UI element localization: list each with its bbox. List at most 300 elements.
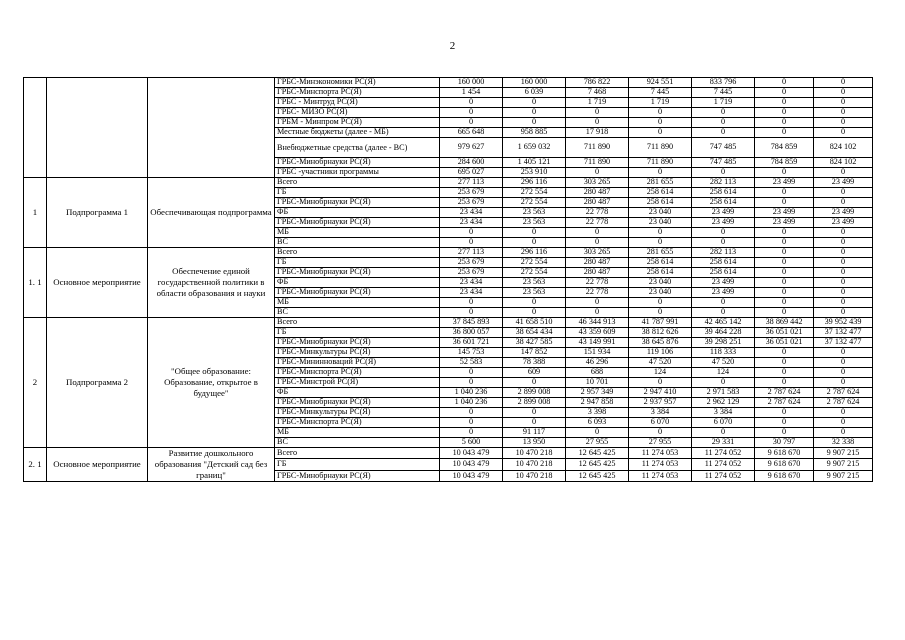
program-name-cell: Обеспечение единой государственной политики в области образования и науки — [148, 248, 275, 318]
funding-source-label: ГРБС-Минстрой РС(Я) — [275, 378, 440, 388]
amount-cell: 824 102 — [814, 158, 873, 168]
amount-cell: 0 — [503, 298, 566, 308]
amount-cell: 38 427 585 — [503, 338, 566, 348]
amount-cell: 9 618 670 — [755, 470, 814, 481]
amount-cell: 0 — [566, 308, 629, 318]
amount-cell: 36 800 057 — [440, 328, 503, 338]
amount-cell: 43 149 991 — [566, 338, 629, 348]
amount-cell: 833 796 — [692, 78, 755, 88]
amount-cell: 979 627 — [440, 138, 503, 158]
table-row — [24, 178, 873, 188]
amount-cell: 1 454 — [440, 88, 503, 98]
amount-cell: 0 — [692, 118, 755, 128]
amount-cell: 0 — [814, 368, 873, 378]
amount-cell: 2 947 410 — [629, 388, 692, 398]
amount-cell: 253 910 — [503, 168, 566, 178]
amount-cell: 0 — [814, 378, 873, 388]
amount-cell: 78 388 — [503, 358, 566, 368]
amount-cell: 0 — [814, 268, 873, 278]
amount-cell: 0 — [629, 428, 692, 438]
amount-cell: 280 487 — [566, 268, 629, 278]
amount-cell: 10 043 479 — [440, 459, 503, 470]
amount-cell: 10 043 479 — [440, 448, 503, 459]
amount-cell: 711 890 — [566, 158, 629, 168]
program-name-cell: Обеспечивающая подпрограмма — [148, 178, 275, 248]
amount-cell: 23 499 — [692, 288, 755, 298]
funding-source-label: ГРБС -участники программы — [275, 168, 440, 178]
amount-cell: 23 563 — [503, 278, 566, 288]
amount-cell: 23 040 — [629, 218, 692, 228]
funding-source-label: Всего — [275, 248, 440, 258]
amount-cell: 0 — [814, 168, 873, 178]
amount-cell: 11 274 052 — [692, 459, 755, 470]
amount-cell: 46 296 — [566, 358, 629, 368]
amount-cell: 1 719 — [692, 98, 755, 108]
amount-cell: 0 — [692, 378, 755, 388]
amount-cell: 12 645 425 — [566, 470, 629, 481]
amount-cell: 272 554 — [503, 198, 566, 208]
amount-cell: 0 — [692, 238, 755, 248]
amount-cell: 0 — [814, 108, 873, 118]
amount-cell: 282 113 — [692, 178, 755, 188]
amount-cell: 0 — [755, 188, 814, 198]
amount-cell: 0 — [755, 238, 814, 248]
amount-cell: 10 470 218 — [503, 470, 566, 481]
amount-cell: 0 — [503, 228, 566, 238]
amount-cell: 12 645 425 — [566, 448, 629, 459]
amount-cell: 272 554 — [503, 188, 566, 198]
amount-cell: 0 — [755, 278, 814, 288]
amount-cell: 0 — [440, 98, 503, 108]
amount-cell: 2 899 008 — [503, 398, 566, 408]
amount-cell: 0 — [440, 118, 503, 128]
amount-cell: 11 274 052 — [692, 448, 755, 459]
amount-cell: 17 918 — [566, 128, 629, 138]
amount-cell: 0 — [814, 358, 873, 368]
budget-table — [23, 77, 873, 482]
amount-cell: 23 499 — [692, 218, 755, 228]
amount-cell: 23 434 — [440, 208, 503, 218]
funding-source-label: МБ — [275, 228, 440, 238]
funding-source-label: ГБ — [275, 459, 440, 470]
amount-cell: 0 — [814, 118, 873, 128]
amount-cell: 6 039 — [503, 88, 566, 98]
amount-cell: 160 000 — [503, 78, 566, 88]
amount-cell: 272 554 — [503, 268, 566, 278]
amount-cell: 0 — [503, 118, 566, 128]
amount-cell: 284 600 — [440, 158, 503, 168]
amount-cell: 0 — [814, 238, 873, 248]
amount-cell: 2 787 624 — [755, 398, 814, 408]
amount-cell: 711 890 — [629, 158, 692, 168]
amount-cell: 91 117 — [503, 428, 566, 438]
amount-cell: 258 614 — [629, 268, 692, 278]
amount-cell: 0 — [814, 278, 873, 288]
amount-cell: 258 614 — [629, 188, 692, 198]
amount-cell: 0 — [629, 168, 692, 178]
amount-cell: 0 — [755, 418, 814, 428]
amount-cell: 303 265 — [566, 248, 629, 258]
amount-cell: 253 679 — [440, 188, 503, 198]
amount-cell: 281 655 — [629, 178, 692, 188]
amount-cell: 0 — [814, 128, 873, 138]
amount-cell: 0 — [503, 238, 566, 248]
amount-cell: 29 331 — [692, 438, 755, 448]
amount-cell: 0 — [814, 348, 873, 358]
row-number-cell: 2. 1 — [24, 448, 47, 482]
amount-cell: 27 955 — [566, 438, 629, 448]
amount-cell: 277 113 — [440, 178, 503, 188]
amount-cell: 0 — [755, 308, 814, 318]
amount-cell: 0 — [629, 298, 692, 308]
amount-cell: 0 — [814, 228, 873, 238]
amount-cell: 280 487 — [566, 188, 629, 198]
amount-cell: 0 — [440, 378, 503, 388]
amount-cell: 39 298 251 — [692, 338, 755, 348]
row-name-cell: Подпрограмма 2 — [47, 318, 148, 448]
amount-cell: 23 040 — [629, 208, 692, 218]
amount-cell: 23 040 — [629, 278, 692, 288]
funding-source-label: ГРБС-Минобрнауки РС(Я) — [275, 268, 440, 278]
funding-source-label: ГРБС-Минобрнауки РС(Я) — [275, 198, 440, 208]
amount-cell: 0 — [503, 308, 566, 318]
amount-cell: 0 — [692, 228, 755, 238]
amount-cell: 13 950 — [503, 438, 566, 448]
amount-cell: 0 — [566, 428, 629, 438]
amount-cell: 0 — [629, 128, 692, 138]
funding-source-label: ФБ — [275, 208, 440, 218]
amount-cell: 711 890 — [566, 138, 629, 158]
amount-cell: 9 907 215 — [814, 459, 873, 470]
amount-cell: 1 040 236 — [440, 398, 503, 408]
amount-cell: 23 499 — [814, 208, 873, 218]
amount-cell: 0 — [755, 348, 814, 358]
funding-source-label: ГРБС-Минобрнауки РС(Я) — [275, 158, 440, 168]
funding-source-label: ГБ — [275, 188, 440, 198]
amount-cell: 0 — [814, 298, 873, 308]
amount-cell: 2 971 583 — [692, 388, 755, 398]
amount-cell: 1 405 121 — [503, 158, 566, 168]
amount-cell: 958 885 — [503, 128, 566, 138]
amount-cell: 824 102 — [814, 138, 873, 158]
table-row — [24, 448, 873, 459]
funding-source-label: Всего — [275, 448, 440, 459]
funding-source-label: ГРБС-Минспорта РС(Я) — [275, 88, 440, 98]
amount-cell: 0 — [629, 118, 692, 128]
funding-source-label: ГРБС-Минкультуры РС(Я) — [275, 348, 440, 358]
amount-cell: 23 499 — [814, 178, 873, 188]
amount-cell: 2 787 624 — [814, 388, 873, 398]
amount-cell: 46 344 913 — [566, 318, 629, 328]
amount-cell: 151 934 — [566, 348, 629, 358]
amount-cell: 6 070 — [629, 418, 692, 428]
row-number-cell — [24, 78, 47, 178]
amount-cell: 281 655 — [629, 248, 692, 258]
amount-cell: 0 — [814, 288, 873, 298]
amount-cell: 9 618 670 — [755, 448, 814, 459]
amount-cell: 0 — [755, 378, 814, 388]
funding-source-label: ВС — [275, 438, 440, 448]
amount-cell: 23 434 — [440, 288, 503, 298]
amount-cell: 23 563 — [503, 218, 566, 228]
amount-cell: 6 093 — [566, 418, 629, 428]
row-number-cell: 1. 1 — [24, 248, 47, 318]
amount-cell: 277 113 — [440, 248, 503, 258]
amount-cell: 258 614 — [692, 188, 755, 198]
amount-cell: 9 907 215 — [814, 448, 873, 459]
amount-cell: 0 — [814, 258, 873, 268]
amount-cell: 0 — [566, 118, 629, 128]
program-name-cell: Развитие дошкольного образования "Детский сад без границ" — [148, 448, 275, 482]
amount-cell: 2 787 624 — [814, 398, 873, 408]
funding-source-label: Всего — [275, 178, 440, 188]
amount-cell: 0 — [566, 108, 629, 118]
amount-cell: 0 — [503, 98, 566, 108]
program-name-cell — [148, 78, 275, 178]
amount-cell: 296 116 — [503, 248, 566, 258]
amount-cell: 0 — [629, 378, 692, 388]
amount-cell: 258 614 — [692, 268, 755, 278]
amount-cell: 0 — [440, 418, 503, 428]
amount-cell: 747 485 — [692, 158, 755, 168]
funding-source-label: Всего — [275, 318, 440, 328]
amount-cell: 0 — [755, 198, 814, 208]
amount-cell: 23 434 — [440, 218, 503, 228]
amount-cell: 0 — [440, 108, 503, 118]
amount-cell: 747 485 — [692, 138, 755, 158]
amount-cell: 22 778 — [566, 208, 629, 218]
amount-cell: 36 051 021 — [755, 328, 814, 338]
amount-cell: 253 679 — [440, 258, 503, 268]
amount-cell: 119 106 — [629, 348, 692, 358]
amount-cell: 695 027 — [440, 168, 503, 178]
amount-cell: 0 — [440, 298, 503, 308]
amount-cell: 0 — [692, 428, 755, 438]
amount-cell: 786 822 — [566, 78, 629, 88]
table-row — [24, 318, 873, 328]
amount-cell: 0 — [814, 78, 873, 88]
amount-cell: 23 434 — [440, 278, 503, 288]
amount-cell: 0 — [629, 238, 692, 248]
funding-source-label: ФБ — [275, 278, 440, 288]
amount-cell: 0 — [755, 258, 814, 268]
amount-cell: 258 614 — [692, 258, 755, 268]
amount-cell: 11 274 052 — [692, 470, 755, 481]
amount-cell: 0 — [440, 408, 503, 418]
amount-cell: 7 445 — [692, 88, 755, 98]
amount-cell: 0 — [755, 128, 814, 138]
amount-cell: 0 — [814, 418, 873, 428]
amount-cell: 11 274 053 — [629, 448, 692, 459]
program-name-cell: "Общее образование: Образование, открытое в будущее" — [148, 318, 275, 448]
funding-source-label: ГРБС-Минобрнауки РС(Я) — [275, 338, 440, 348]
amount-cell: 0 — [755, 408, 814, 418]
amount-cell: 688 — [566, 368, 629, 378]
amount-cell: 11 274 053 — [629, 459, 692, 470]
amount-cell: 2 899 008 — [503, 388, 566, 398]
amount-cell: 38 645 876 — [629, 338, 692, 348]
amount-cell: 784 859 — [755, 158, 814, 168]
amount-cell: 272 554 — [503, 258, 566, 268]
funding-source-label: ФБ — [275, 388, 440, 398]
amount-cell: 0 — [503, 108, 566, 118]
amount-cell: 0 — [814, 248, 873, 258]
amount-cell: 30 797 — [755, 438, 814, 448]
amount-cell: 39 952 439 — [814, 318, 873, 328]
amount-cell: 147 852 — [503, 348, 566, 358]
amount-cell: 2 937 957 — [629, 398, 692, 408]
amount-cell: 0 — [566, 228, 629, 238]
amount-cell: 124 — [692, 368, 755, 378]
amount-cell: 0 — [755, 118, 814, 128]
amount-cell: 0 — [440, 238, 503, 248]
amount-cell: 0 — [755, 288, 814, 298]
amount-cell: 665 648 — [440, 128, 503, 138]
amount-cell: 0 — [440, 228, 503, 238]
amount-cell: 0 — [814, 98, 873, 108]
amount-cell: 0 — [755, 168, 814, 178]
amount-cell: 41 658 510 — [503, 318, 566, 328]
amount-cell: 0 — [755, 358, 814, 368]
amount-cell: 0 — [755, 88, 814, 98]
amount-cell: 10 470 218 — [503, 459, 566, 470]
amount-cell: 37 845 893 — [440, 318, 503, 328]
funding-source-label: МБ — [275, 428, 440, 438]
amount-cell: 253 679 — [440, 198, 503, 208]
amount-cell: 924 551 — [629, 78, 692, 88]
row-number-cell: 1 — [24, 178, 47, 248]
amount-cell: 118 333 — [692, 348, 755, 358]
amount-cell: 0 — [814, 408, 873, 418]
amount-cell: 258 614 — [629, 258, 692, 268]
amount-cell: 6 070 — [692, 418, 755, 428]
amount-cell: 2 947 858 — [566, 398, 629, 408]
amount-cell: 7 468 — [566, 88, 629, 98]
row-name-cell — [47, 78, 148, 178]
amount-cell: 258 614 — [692, 198, 755, 208]
amount-cell: 0 — [440, 368, 503, 378]
row-name-cell: Основное мероприятие — [47, 248, 148, 318]
amount-cell: 0 — [503, 418, 566, 428]
amount-cell: 3 384 — [629, 408, 692, 418]
amount-cell: 2 957 349 — [566, 388, 629, 398]
funding-source-label: Местные бюджеты (далее - МБ) — [275, 128, 440, 138]
table-row — [24, 78, 873, 88]
amount-cell: 9 907 215 — [814, 470, 873, 481]
amount-cell: 0 — [629, 308, 692, 318]
amount-cell: 253 679 — [440, 268, 503, 278]
amount-cell: 27 955 — [629, 438, 692, 448]
amount-cell: 36 051 021 — [755, 338, 814, 348]
amount-cell: 37 132 477 — [814, 338, 873, 348]
amount-cell: 0 — [814, 198, 873, 208]
amount-cell: 0 — [440, 428, 503, 438]
amount-cell: 3 384 — [692, 408, 755, 418]
amount-cell: 23 499 — [755, 208, 814, 218]
amount-cell: 23 499 — [692, 208, 755, 218]
amount-cell: 5 600 — [440, 438, 503, 448]
funding-source-label: ГРБС-Минобрнауки РС(Я) — [275, 218, 440, 228]
funding-source-label: ГРБС-Минобрнауки РС(Я) — [275, 288, 440, 298]
funding-source-label: ВС — [275, 308, 440, 318]
amount-cell: 47 520 — [692, 358, 755, 368]
amount-cell: 22 778 — [566, 218, 629, 228]
amount-cell: 38 812 626 — [629, 328, 692, 338]
amount-cell: 0 — [755, 268, 814, 278]
funding-source-label: ГРБС-Минспорта РС(Я) — [275, 418, 440, 428]
amount-cell: 0 — [755, 228, 814, 238]
amount-cell: 0 — [814, 308, 873, 318]
amount-cell: 38 654 434 — [503, 328, 566, 338]
row-number-cell: 2 — [24, 318, 47, 448]
amount-cell: 1 719 — [629, 98, 692, 108]
amount-cell: 0 — [629, 108, 692, 118]
amount-cell: 2 962 129 — [692, 398, 755, 408]
amount-cell: 0 — [755, 298, 814, 308]
funding-source-label: ГРБС-Минэкономики РС(Я) — [275, 78, 440, 88]
amount-cell: 23 499 — [755, 178, 814, 188]
amount-cell: 32 338 — [814, 438, 873, 448]
amount-cell: 0 — [692, 168, 755, 178]
amount-cell: 145 753 — [440, 348, 503, 358]
amount-cell: 9 618 670 — [755, 459, 814, 470]
amount-cell: 303 265 — [566, 178, 629, 188]
row-name-cell: Подпрограмма 1 — [47, 178, 148, 248]
amount-cell: 0 — [566, 238, 629, 248]
amount-cell: 37 132 477 — [814, 328, 873, 338]
amount-cell: 0 — [814, 88, 873, 98]
amount-cell: 0 — [692, 108, 755, 118]
amount-cell: 10 470 218 — [503, 448, 566, 459]
page-number: 2 — [449, 40, 456, 52]
amount-cell: 41 787 991 — [629, 318, 692, 328]
amount-cell: 23 499 — [755, 218, 814, 228]
funding-source-label: ГРБС-Минкультуры РС(Я) — [275, 408, 440, 418]
amount-cell: 0 — [692, 298, 755, 308]
amount-cell: 12 645 425 — [566, 459, 629, 470]
amount-cell: 1 719 — [566, 98, 629, 108]
funding-source-label: ВС — [275, 238, 440, 248]
amount-cell: 160 000 — [440, 78, 503, 88]
funding-source-label: ГБ — [275, 328, 440, 338]
funding-source-label: МБ — [275, 298, 440, 308]
amount-cell: 0 — [755, 248, 814, 258]
amount-cell: 23 499 — [814, 218, 873, 228]
row-name-cell: Основное мероприятие — [47, 448, 148, 482]
amount-cell: 11 274 053 — [629, 470, 692, 481]
funding-source-label: ГРБС - Минтруд РС(Я) — [275, 98, 440, 108]
amount-cell: 296 116 — [503, 178, 566, 188]
amount-cell: 23 563 — [503, 288, 566, 298]
amount-cell: 0 — [755, 98, 814, 108]
amount-cell: 0 — [566, 168, 629, 178]
amount-cell: 0 — [755, 368, 814, 378]
amount-cell: 711 890 — [629, 138, 692, 158]
amount-cell: 1 040 236 — [440, 388, 503, 398]
amount-cell: 124 — [629, 368, 692, 378]
amount-cell: 38 869 442 — [755, 318, 814, 328]
amount-cell: 23 499 — [692, 278, 755, 288]
table-row — [24, 248, 873, 258]
amount-cell: 609 — [503, 368, 566, 378]
amount-cell: 0 — [629, 228, 692, 238]
amount-cell: 23 040 — [629, 288, 692, 298]
amount-cell: 280 487 — [566, 258, 629, 268]
amount-cell: 0 — [755, 428, 814, 438]
amount-cell: 47 520 — [629, 358, 692, 368]
amount-cell: 3 398 — [566, 408, 629, 418]
amount-cell: 10 043 479 — [440, 470, 503, 481]
